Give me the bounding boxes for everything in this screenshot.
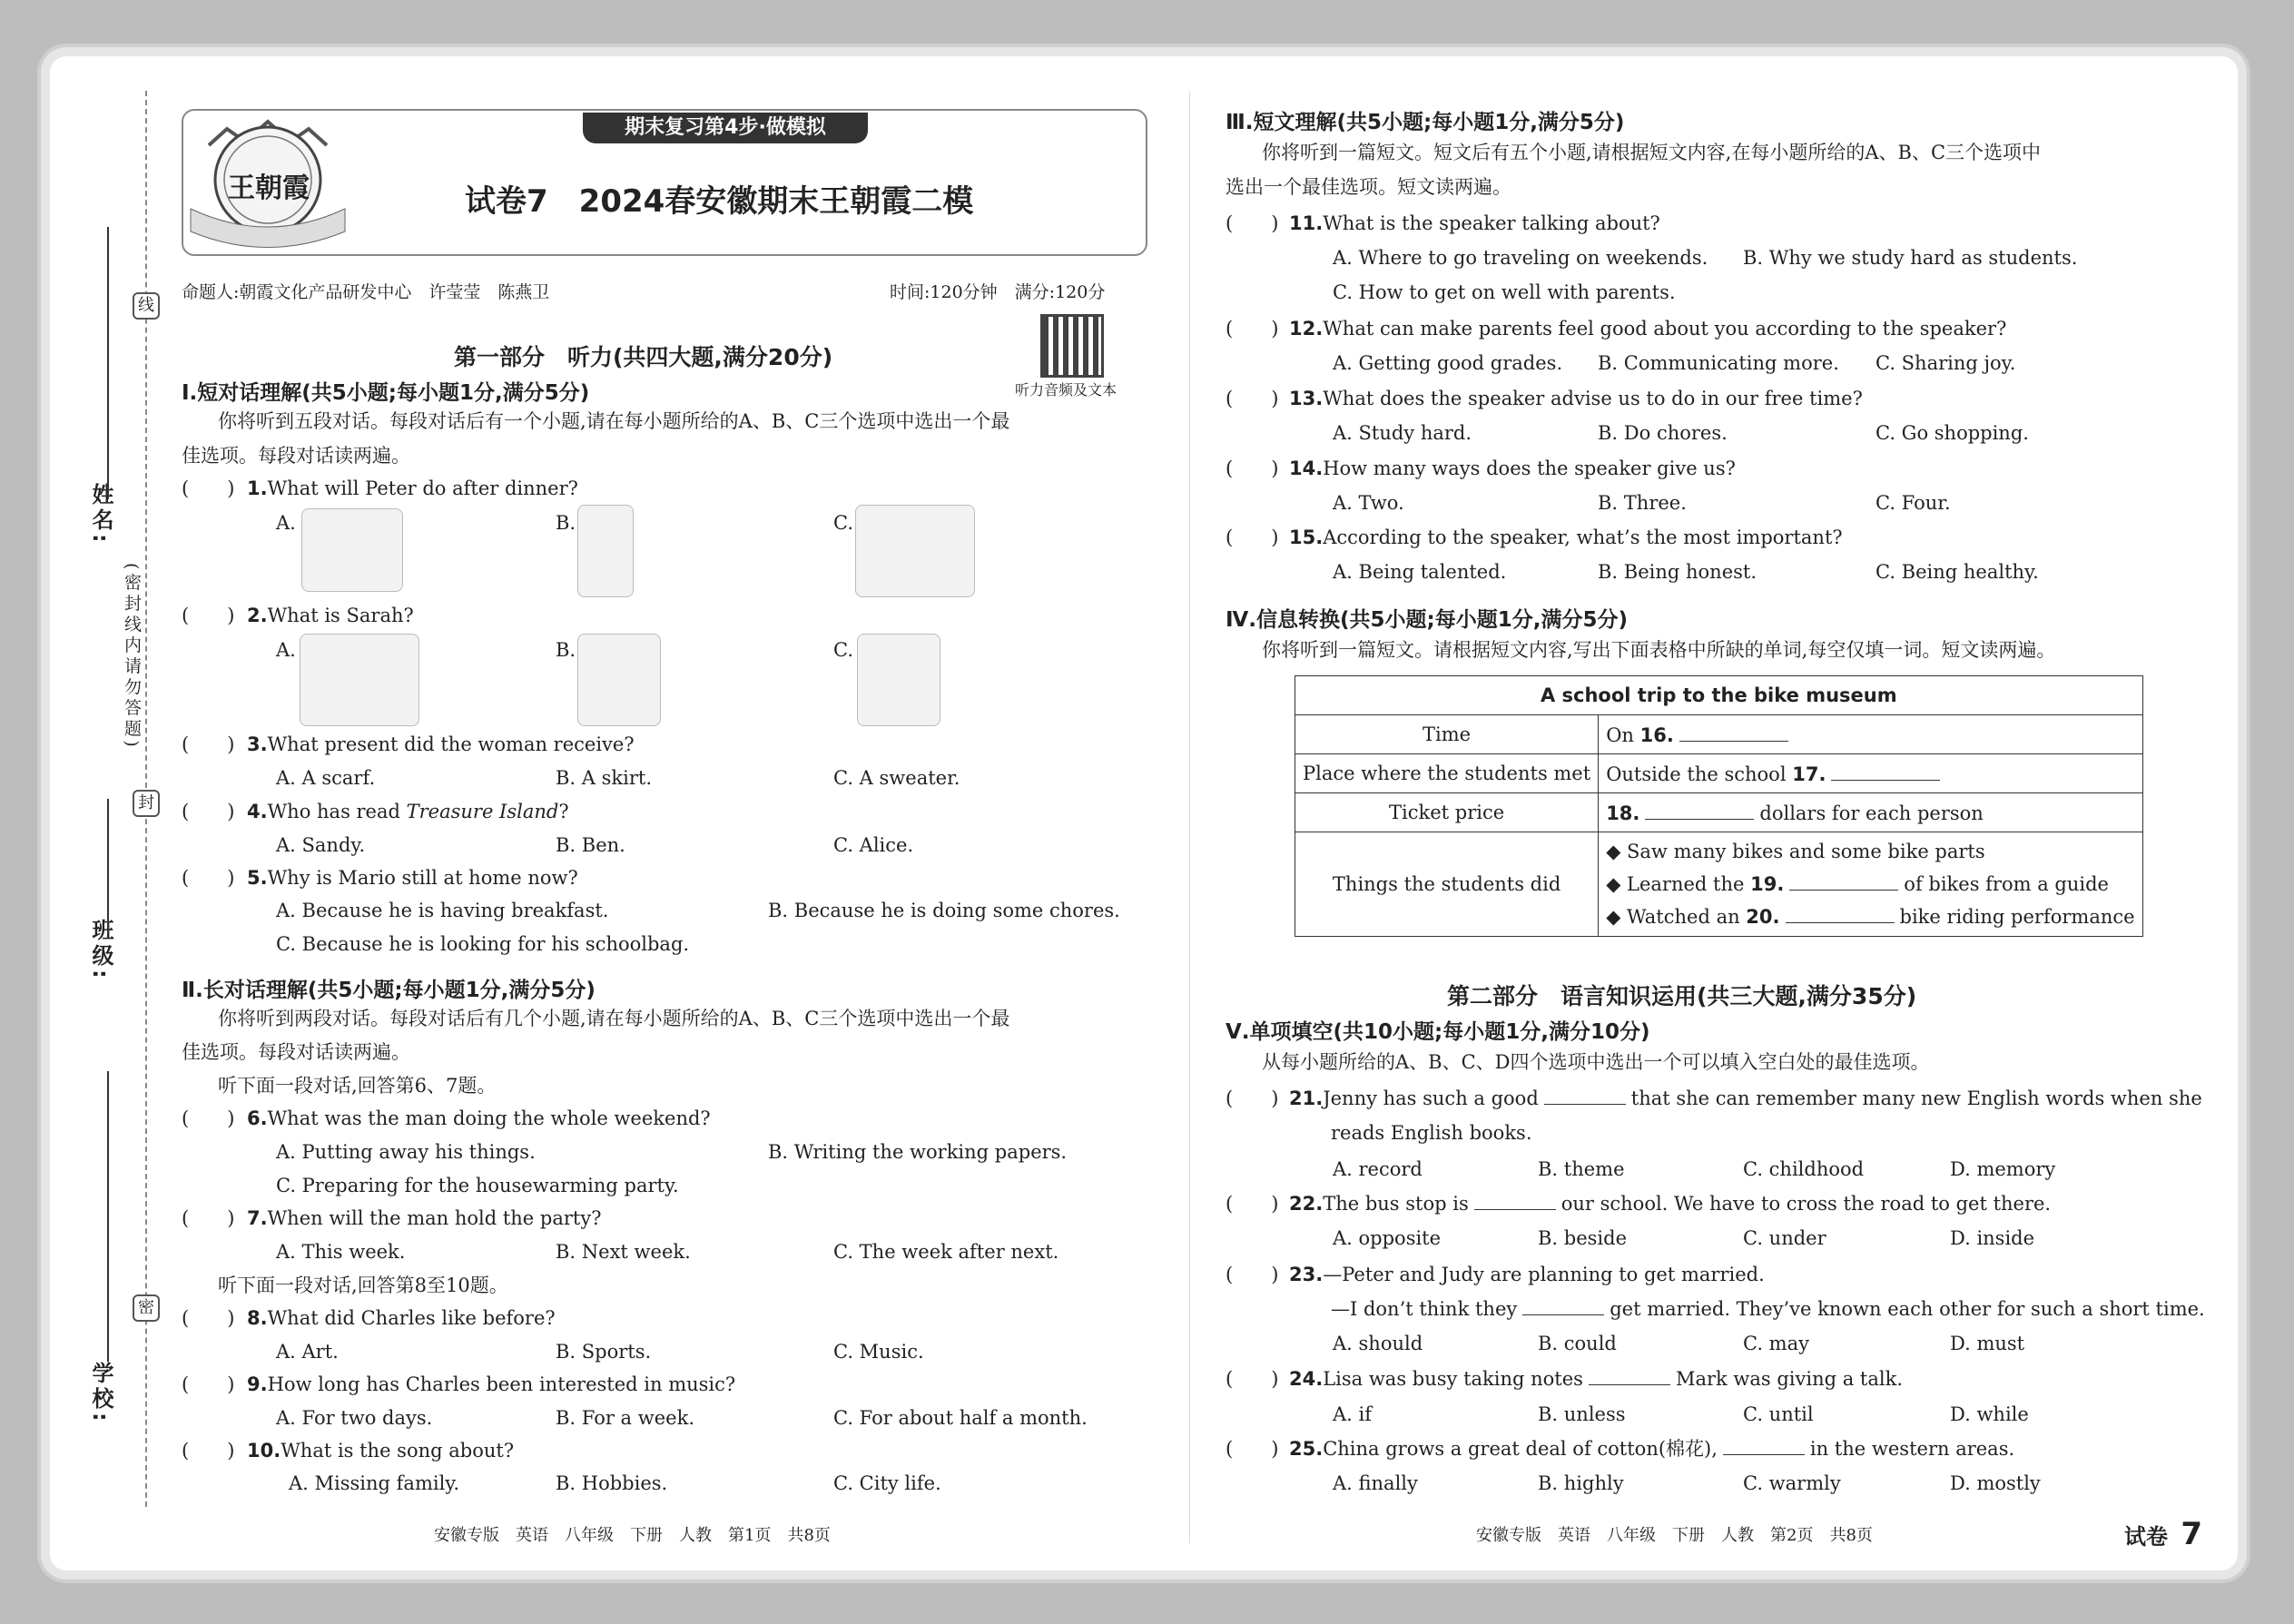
section5-intro: 从每小题所给的A、B、C、D四个选项中选出一个可以填入空白处的最佳选项。 — [1262, 1051, 1930, 1073]
question-number: 8. — [247, 1307, 268, 1329]
seal-xian: 线 — [133, 292, 160, 320]
question-text-cont: that she can remember many new English words when she — [1630, 1088, 2202, 1109]
question-text: What present did the woman receive? — [267, 733, 635, 755]
class-field[interactable] — [107, 799, 109, 935]
question-text: —Peter and Judy are planning to get married. — [1323, 1264, 1765, 1285]
question-number: 1. — [247, 477, 268, 499]
option-b[interactable]: B. Writing the working papers. — [768, 1141, 1068, 1163]
answer-blank[interactable] — [1723, 1436, 1805, 1455]
option-a[interactable]: A. Putting away his things. — [276, 1141, 536, 1163]
option-d[interactable]: D. must — [1950, 1333, 2025, 1354]
section2-sub-2: 听下面一段对话,回答第8至10题。 — [218, 1275, 508, 1296]
bed-picture-icon — [301, 508, 403, 592]
footer-right: 安徽专版 英语 八年级 下册 人教 第2页 共8页 — [1476, 1526, 1873, 1545]
option-b[interactable]: B. Three. — [1598, 492, 1687, 514]
question-number: 3. — [247, 733, 268, 755]
logo — [182, 109, 354, 256]
option-d[interactable]: D. while — [1950, 1403, 2029, 1425]
page-title: 试卷7 2024春安徽期末王朝霞二模 — [465, 183, 974, 220]
blank-number: 19. — [1750, 873, 1785, 895]
section1-title: Ⅰ.短对话理解(共5小题;每小题1分,满分5分) — [182, 381, 590, 405]
option-c[interactable]: C. Sharing joy. — [1876, 352, 2016, 374]
answer-bracket[interactable]: ( ) — [1226, 527, 1279, 548]
answer-blank[interactable] — [1474, 1191, 1556, 1210]
section2-sub-1: 听下面一段对话,回答第6、7题。 — [218, 1075, 497, 1097]
part1-title: 第一部分 听力(共四大题,满分20分) — [454, 344, 833, 370]
section3-title: Ⅲ.短文理解(共5小题;每小题1分,满分5分) — [1226, 111, 1625, 134]
question-text: Why is Mario still at home now? — [267, 867, 578, 889]
table-text: dollars for each person — [1759, 802, 1984, 824]
option-c[interactable]: C. under — [1743, 1227, 1826, 1249]
question-number: 4. — [247, 801, 268, 822]
option-a[interactable]: A. Two. — [1333, 492, 1404, 514]
option-a[interactable]: A. finally — [1333, 1472, 1418, 1494]
answer-bracket[interactable]: ( ) — [1226, 1264, 1279, 1285]
question-text: What is the speaker talking about? — [1323, 212, 1660, 234]
qr-code-icon[interactable] — [1040, 314, 1104, 378]
question-text: Jenny has such a good — [1323, 1088, 1539, 1109]
option-c[interactable]: C. City life. — [833, 1472, 941, 1494]
answer-bracket[interactable]: ( ) — [1226, 1193, 1279, 1215]
option-a[interactable]: A. Getting good grades. — [1333, 352, 1563, 374]
blank-number: 16. — [1639, 724, 1674, 746]
table-text: On — [1606, 724, 1640, 746]
answer-blank[interactable] — [1589, 1366, 1670, 1385]
footer-left: 安徽专版 英语 八年级 下册 人教 第1页 共8页 — [434, 1526, 831, 1545]
table-text: bike riding performance — [1899, 906, 2135, 928]
option-d[interactable]: D. inside — [1950, 1227, 2035, 1249]
option-a[interactable]: A. Sandy. — [276, 834, 366, 856]
option-c[interactable]: C. warmly — [1743, 1472, 1841, 1494]
table-title: A school trip to the bike museum — [1295, 676, 2143, 715]
question-text: What did Charles like before? — [267, 1307, 556, 1329]
class-label: 班级: — [88, 919, 113, 982]
answer-blank[interactable] — [1544, 1086, 1626, 1105]
section4-intro: 你将听到一篇短文。请根据短文内容,写出下面表格中所缺的单词,每空仅填一词。短文读两遍。 — [1262, 639, 2056, 661]
paper-badge — [2124, 1516, 2202, 1552]
answer-bracket[interactable]: ( ) — [182, 605, 235, 626]
question-number: 22. — [1289, 1193, 1324, 1215]
question-number: 10. — [247, 1440, 281, 1462]
question-number: 25. — [1289, 1438, 1324, 1460]
answer-bracket[interactable]: ( ) — [1226, 388, 1279, 409]
section5-title: Ⅴ.单项填空(共10小题;每小题1分,满分10分) — [1226, 1020, 1650, 1044]
option-b[interactable]: B. could — [1538, 1333, 1617, 1354]
option-a[interactable]: A. A scarf. — [276, 767, 376, 789]
option-a[interactable]: A. opposite — [1333, 1227, 1442, 1249]
qr-caption: 听力音频及文本 — [1015, 381, 1117, 399]
answer-bracket[interactable]: ( ) — [182, 1373, 235, 1395]
option-a[interactable]: A. should — [1333, 1333, 1423, 1354]
answer-bracket[interactable]: ( ) — [182, 867, 235, 889]
option-a[interactable]: A. Because he is having breakfast. — [276, 900, 609, 921]
name-field[interactable] — [107, 227, 109, 499]
option-b[interactable]: B. Hobbies. — [556, 1472, 668, 1494]
recycling-boy-picture-icon — [855, 505, 975, 597]
answer-bracket[interactable]: ( ) — [1226, 318, 1279, 340]
option-b[interactable]: B. Why we study hard as students. — [1743, 247, 2078, 269]
option-c[interactable]: C. may — [1743, 1333, 1809, 1354]
option-c[interactable]: C. A sweater. — [833, 767, 960, 789]
question-text: How long has Charles been interested in music? — [267, 1373, 736, 1395]
question-text: What was the man doing the whole weekend? — [267, 1107, 711, 1129]
option-c[interactable]: C. Preparing for the housewarming party. — [276, 1175, 679, 1196]
option-b[interactable]: B. Do chores. — [1598, 422, 1728, 444]
option-b[interactable]: B. For a week. — [556, 1407, 694, 1429]
answer-bracket[interactable]: ( ) — [1226, 212, 1279, 234]
option-a[interactable]: A. For two days. — [276, 1407, 433, 1429]
option-c[interactable]: C. Because he is looking for his schoolbag. — [276, 933, 690, 955]
option-d[interactable]: D. mostly — [1950, 1472, 2041, 1494]
option-c[interactable]: C. — [833, 639, 853, 661]
section1-intro-2: 佳选项。每段对话读两遍。 — [182, 445, 410, 467]
section3-intro-2: 选出一个最佳选项。短文读两遍。 — [1226, 176, 1511, 198]
section2-title: Ⅱ.长对话理解(共5小题;每小题1分,满分5分) — [182, 979, 596, 1002]
table-label-things: Things the students did — [1295, 832, 1599, 937]
option-a[interactable]: A. record — [1333, 1158, 1423, 1180]
part2-title: 第二部分 语言知识运用(共三大题,满分35分) — [1447, 983, 1917, 1009]
option-a[interactable]: A. Study hard. — [1333, 422, 1472, 444]
question-text: Who has read — [267, 801, 407, 822]
question-text-line2: —I don’t think they — [1331, 1298, 1518, 1320]
question-number: 12. — [1289, 318, 1324, 340]
option-a[interactable]: A. Missing family. — [289, 1472, 460, 1494]
option-a[interactable]: A. Being talented. — [1333, 561, 1507, 583]
option-c[interactable]: C. Four. — [1876, 492, 1951, 514]
question-text-cont: get married. They’ve known each other for such a short time. — [1610, 1298, 2205, 1320]
question-text: What does the speaker advise us to do in our free time? — [1323, 388, 1863, 409]
option-a[interactable]: A. Where to go traveling on weekends. — [1333, 247, 1708, 269]
sweeping-boy-picture-icon — [577, 505, 634, 597]
section2-intro-1: 你将听到两段对话。每段对话后有几个小题,请在每小题所给的A、B、C三个选项中选出一个最 — [218, 1008, 1010, 1029]
option-c[interactable]: C. childhood — [1743, 1158, 1865, 1180]
answer-bracket[interactable]: ( ) — [182, 1440, 235, 1462]
question-number: 24. — [1289, 1368, 1324, 1390]
logo-text: 王朝霞 — [228, 172, 310, 204]
option-b[interactable]: B. — [556, 639, 576, 661]
table-text: ◆ Watched an — [1606, 906, 1747, 928]
answer-bracket[interactable]: ( ) — [1226, 1438, 1279, 1460]
option-d[interactable]: D. memory — [1950, 1158, 2056, 1180]
no-answer-note: (密封线内请勿答题) — [122, 563, 142, 751]
answer-bracket[interactable]: ( ) — [1226, 1368, 1279, 1390]
option-b[interactable]: B. Being honest. — [1598, 561, 1757, 583]
answer-blank-19[interactable] — [1789, 871, 1898, 891]
option-b[interactable]: B. Ben. — [556, 834, 625, 856]
answer-bracket[interactable]: ( ) — [182, 477, 235, 499]
question-number: 15. — [1289, 527, 1324, 548]
answer-bracket[interactable]: ( ) — [182, 1307, 235, 1329]
option-a[interactable]: A. if — [1333, 1403, 1373, 1425]
table-bullet-1: ◆ Saw many bikes and some bike parts — [1606, 841, 1985, 862]
option-b[interactable]: B. Because he is doing some chores. — [768, 900, 1120, 921]
question-number: 7. — [247, 1207, 268, 1229]
book-title: Treasure Island — [406, 801, 559, 822]
option-b[interactable]: B. Communicating more. — [1598, 352, 1839, 374]
option-b[interactable]: B. Next week. — [556, 1241, 691, 1263]
section3-intro-1: 你将听到一篇短文。短文后有五个小题,请根据短文内容,在每小题所给的A、B、C三个选项中 — [1262, 142, 2042, 163]
question-text: Lisa was busy taking notes — [1323, 1368, 1583, 1390]
name-label: 姓名: — [88, 483, 113, 546]
option-c[interactable]: C. Go shopping. — [1876, 422, 2029, 444]
answer-blank-17[interactable] — [1831, 762, 1940, 781]
author-line: 命题人:朝霞文化产品研发中心 许莹莹 陈燕卫 — [182, 282, 550, 302]
question-text: What is the song about? — [281, 1440, 515, 1462]
option-b[interactable]: B. beside — [1538, 1227, 1628, 1249]
banner: 期末复习第4步·做模拟 — [583, 113, 868, 143]
question-number: 9. — [247, 1373, 268, 1395]
option-c[interactable]: C. until — [1743, 1403, 1814, 1425]
time-line: 时间:120分钟 满分:120分 — [890, 282, 1106, 302]
question-number: 5. — [247, 867, 268, 889]
option-c[interactable]: C. The week after next. — [833, 1241, 1059, 1263]
question-number: 11. — [1289, 212, 1324, 234]
option-a[interactable]: A. — [276, 639, 296, 661]
table-label-price: Ticket price — [1295, 793, 1599, 832]
paper-badge-number: 7 — [2181, 1516, 2203, 1552]
answer-blank-16[interactable] — [1679, 723, 1788, 742]
answer-bracket[interactable]: ( ) — [1226, 1088, 1279, 1109]
question-text-cont: in the western areas. — [1809, 1438, 2015, 1460]
seal-mi: 密 — [133, 1294, 160, 1322]
question-number: 23. — [1289, 1264, 1324, 1285]
option-b[interactable]: B. highly — [1538, 1472, 1624, 1494]
table-text: ◆ Learned the — [1606, 873, 1751, 895]
singer-picture-icon — [857, 634, 940, 726]
option-c[interactable]: C. Being healthy. — [1876, 561, 2039, 583]
painter-picture-icon — [300, 634, 419, 726]
header-box — [182, 109, 1147, 256]
section1-intro-1: 你将听到五段对话。每段对话后有一个小题,请在每小题所给的A、B、C三个选项中选出一个最 — [218, 410, 1010, 432]
page-divider — [1189, 91, 1190, 1543]
option-b[interactable]: B. Sports. — [556, 1341, 652, 1363]
question-text-cont: Mark was giving a talk. — [1675, 1368, 1903, 1390]
option-b[interactable]: B. theme — [1538, 1158, 1625, 1180]
question-number: 13. — [1289, 388, 1324, 409]
option-a[interactable]: A. — [276, 512, 296, 534]
question-number: 2. — [247, 605, 268, 626]
question-number: 6. — [247, 1107, 268, 1129]
paper-badge-label: 试卷 — [2124, 1524, 2168, 1550]
option-c[interactable]: C. How to get on well with parents. — [1333, 281, 1676, 303]
answer-bracket[interactable]: ( ) — [182, 801, 235, 822]
table-text: Outside the school — [1606, 763, 1793, 785]
question-number: 14. — [1289, 458, 1324, 479]
section2-intro-2: 佳选项。每段对话读两遍。 — [182, 1041, 410, 1063]
blank-number: 17. — [1792, 763, 1826, 785]
question-text: China grows a great deal of cotton(棉花), — [1323, 1438, 1718, 1460]
answer-bracket[interactable]: ( ) — [182, 1207, 235, 1229]
question-mark: ? — [558, 801, 569, 822]
option-a[interactable]: A. Art. — [276, 1341, 339, 1363]
option-c[interactable]: C. — [833, 512, 853, 534]
school-field[interactable] — [107, 1071, 109, 1362]
blank-number: 18. — [1606, 802, 1640, 824]
question-text: What will Peter do after dinner? — [267, 477, 578, 499]
table-text: of bikes from a guide — [1904, 873, 2109, 895]
doctor-picture-icon — [577, 634, 661, 726]
school-label: 学校: — [88, 1362, 113, 1425]
answer-blank-20[interactable] — [1786, 904, 1895, 923]
question-text: How many ways does the speaker give us? — [1323, 458, 1736, 479]
question-number: 21. — [1289, 1088, 1324, 1109]
question-text: When will the man hold the party? — [267, 1207, 602, 1229]
option-c[interactable]: C. Alice. — [833, 834, 914, 856]
answer-blank[interactable] — [1522, 1296, 1604, 1315]
option-c[interactable]: C. For about half a month. — [833, 1407, 1088, 1429]
answer-bracket[interactable]: ( ) — [182, 1107, 235, 1129]
answer-blank-18[interactable] — [1645, 801, 1754, 820]
question-text-line2: reads English books. — [1331, 1122, 1532, 1144]
question-text-cont: our school. We have to cross the road to get there. — [1561, 1193, 2052, 1215]
table-label-time: Time — [1295, 715, 1599, 754]
question-text: The bus stop is — [1323, 1193, 1469, 1215]
answer-bracket[interactable]: ( ) — [1226, 458, 1279, 479]
question-text: What is Sarah? — [267, 605, 414, 626]
seal-feng: 封 — [133, 790, 160, 817]
question-text: According to the speaker, what’s the most important? — [1323, 527, 1843, 548]
option-a[interactable]: A. This week. — [276, 1241, 406, 1263]
question-text: What can make parents feel good about you according to the speaker? — [1323, 318, 2007, 340]
section4-title: Ⅳ.信息转换(共5小题;每小题1分,满分5分) — [1226, 608, 1628, 632]
answer-bracket[interactable]: ( ) — [182, 733, 235, 755]
option-b[interactable]: B. unless — [1538, 1403, 1626, 1425]
option-b[interactable]: B. A skirt. — [556, 767, 652, 789]
option-c[interactable]: C. Music. — [833, 1341, 924, 1363]
table-label-place: Place where the students met — [1295, 754, 1599, 793]
info-table — [1295, 675, 2143, 937]
blank-number: 20. — [1746, 906, 1780, 928]
option-b[interactable]: B. — [556, 512, 576, 534]
